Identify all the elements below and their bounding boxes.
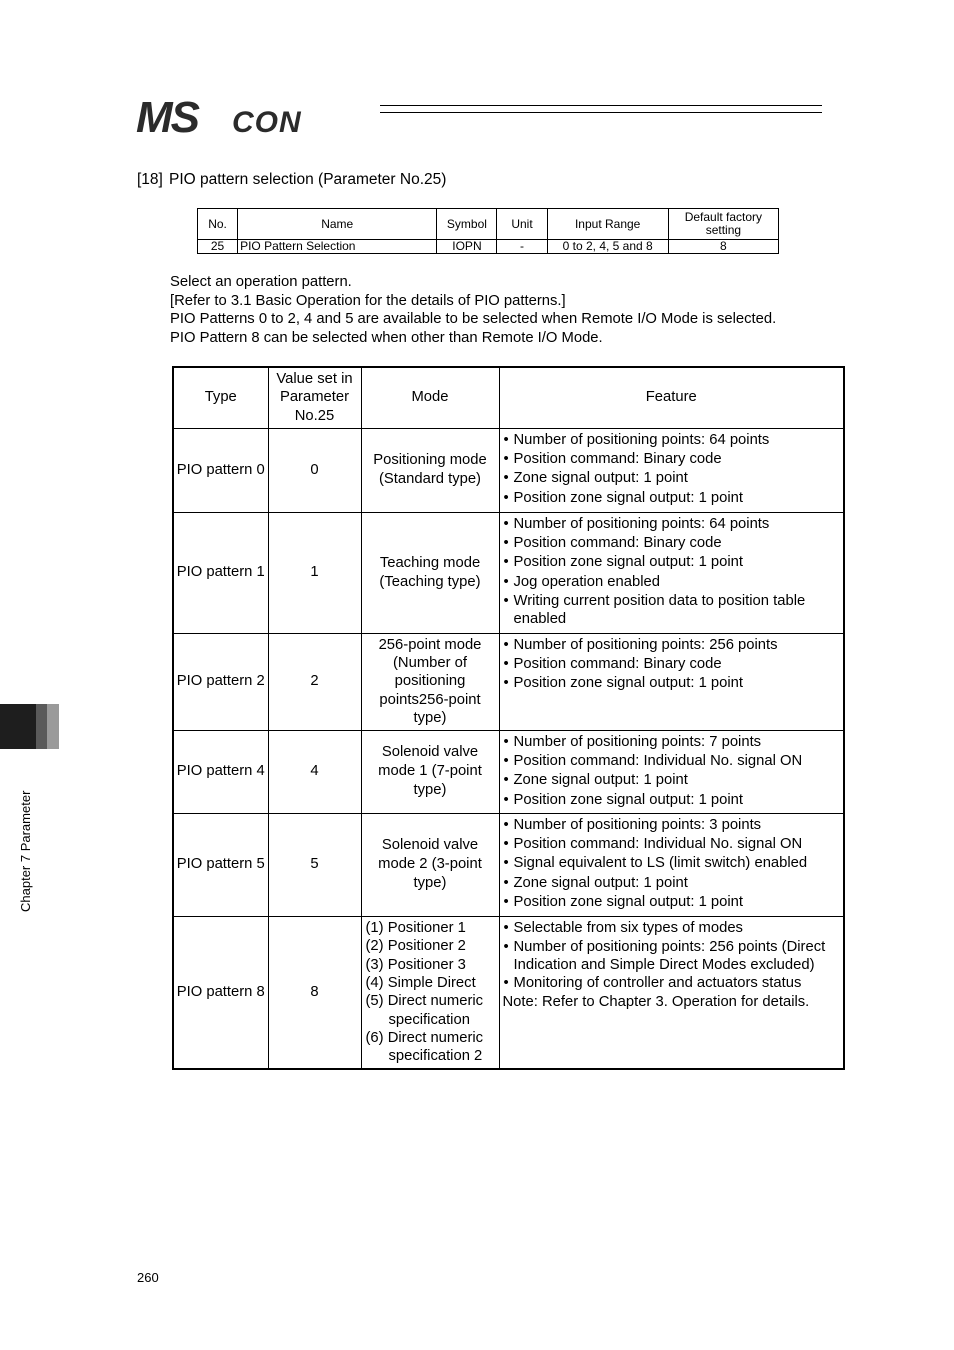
mode-option: (3) Positioner 3	[365, 956, 466, 973]
feature-item: • Selectable from six types of modes	[503, 919, 841, 938]
pio-mode: 256-point mode (Number of positioning points256-point type)	[361, 633, 499, 730]
table-row	[173, 916, 844, 1069]
feature-item: • Zone signal output: 1 point	[503, 874, 841, 893]
cell-unit: -	[497, 240, 547, 254]
feature-item: • Number of positioning points: 64 points	[503, 431, 841, 450]
mode-option: (6) Direct numeric specification 2	[365, 1029, 484, 1065]
pio-value: 5	[268, 813, 361, 916]
pio-features	[499, 633, 844, 730]
mode-option: (4) Simple Direct	[365, 974, 476, 991]
pio-table-header	[173, 367, 844, 428]
chapter-tab-light	[47, 704, 59, 749]
page-number: 260	[137, 1270, 159, 1285]
pio-features	[499, 813, 844, 916]
feature-item: • Number of positioning points: 256 points (Direct Indication and Simple Direct Modes excluded)	[503, 938, 841, 974]
table-row	[173, 633, 844, 730]
pio-type: PIO pattern 0	[173, 428, 268, 512]
pio-value: 8	[268, 916, 361, 1069]
feature-item: • Number of positioning points: 3 points	[503, 816, 841, 835]
feature-item: • Position zone signal output: 1 point	[503, 489, 841, 508]
feature-item: • Position zone signal output: 1 point	[503, 553, 841, 572]
table-row	[173, 813, 844, 916]
header-type: Type	[173, 367, 268, 428]
pio-value: 1	[268, 512, 361, 633]
description-line: Select an operation pattern.	[170, 274, 352, 290]
feature-item: • Monitoring of controller and actuators status	[503, 974, 841, 993]
cell-input-range: 0 to 2, 4, 5 and 8	[547, 240, 668, 254]
cell-no: 25	[198, 240, 238, 254]
feature-item: • Position zone signal output: 1 point	[503, 674, 841, 693]
header-no: No.	[198, 209, 238, 240]
description-line: [Refer to 3.1 Basic Operation for the details of PIO patterns.]	[170, 292, 566, 309]
cell-symbol: IOPN	[437, 240, 497, 254]
pio-features	[499, 730, 844, 813]
feature-item: • Zone signal output: 1 point	[503, 771, 841, 790]
feature-item: • Position command: Binary code	[503, 534, 841, 553]
pio-type: PIO pattern 2	[173, 633, 268, 730]
section-title	[137, 171, 446, 189]
feature-item: • Position command: Individual No. signal ON	[503, 835, 841, 854]
section-number: [18]	[137, 171, 163, 188]
parameter-table	[197, 208, 779, 254]
pio-value: 0	[268, 428, 361, 512]
feature-item: • Number of positioning points: 256 points	[503, 636, 841, 655]
cell-name: PIO Pattern Selection	[238, 240, 437, 254]
mode-option: (5) Direct numeric specification	[365, 993, 484, 1028]
pio-features	[499, 512, 844, 633]
feature-item: • Position zone signal output: 1 point	[503, 791, 841, 810]
pio-mode-list	[361, 916, 499, 1069]
chapter-tab-dark	[0, 704, 36, 749]
pio-mode: Teaching mode (Teaching type)	[361, 512, 499, 633]
pio-features	[499, 428, 844, 512]
section-title-text: PIO pattern selection (Parameter No.25)	[169, 171, 447, 188]
feature-item: • Position command: Binary code	[503, 655, 841, 674]
pio-type: PIO pattern 4	[173, 730, 268, 813]
feature-item: • Signal equivalent to LS (limit switch) enabled	[503, 854, 841, 873]
description-line: PIO Patterns 0 to 2, 4 and 5 are available to be selected when Remote I/O Mode is selected.	[170, 311, 777, 328]
pio-type: PIO pattern 1	[173, 512, 268, 633]
header-value: Value set in Parameter No.25	[268, 367, 361, 428]
chapter-side-label: Chapter 7 Parameter	[18, 790, 33, 912]
svg-text:CON: CON	[232, 106, 302, 136]
header-input-range: Input Range	[547, 209, 668, 240]
feature-item: • Number of positioning points: 7 points	[503, 733, 841, 752]
pio-value: 2	[268, 633, 361, 730]
table-row	[173, 730, 844, 813]
table-row	[173, 428, 844, 512]
feature-item: • Position zone signal output: 1 point	[503, 893, 841, 912]
pio-mode: Solenoid valve mode 2 (3-point type)	[361, 813, 499, 916]
pio-mode: Solenoid valve mode 1 (7-point type)	[361, 730, 499, 813]
pio-type: PIO pattern 5	[173, 813, 268, 916]
header-mode: Mode	[361, 367, 499, 428]
mode-option: (1) Positioner 1	[365, 920, 466, 937]
pio-pattern-table	[172, 366, 845, 1070]
header-name: Name	[238, 209, 437, 240]
header-rule-bottom	[380, 112, 822, 113]
header-symbol: Symbol	[437, 209, 497, 240]
header-rule-top	[380, 105, 822, 106]
table-row	[198, 240, 779, 254]
feature-item: • Zone signal output: 1 point	[503, 469, 841, 488]
pio-mode: Positioning mode (Standard type)	[361, 428, 499, 512]
header-feature: Feature	[499, 367, 844, 428]
feature-note: Note: Refer to Chapter 3. Operation for details.	[502, 994, 810, 1011]
pio-features	[499, 916, 844, 1069]
feature-item: • Writing current position data to position table enabled	[503, 592, 841, 628]
pio-type: PIO pattern 8	[173, 916, 268, 1069]
chapter-tab-mid	[36, 704, 47, 749]
mscon-logo	[136, 96, 368, 136]
svg-text:MS: MS	[136, 96, 198, 136]
feature-item: • Position command: Individual No. signal ON	[503, 752, 841, 771]
feature-item: • Jog operation enabled	[503, 573, 841, 592]
feature-item: • Number of positioning points: 64 points	[503, 515, 841, 534]
description-line: PIO Pattern 8 can be selected when other than Remote I/O Mode.	[170, 329, 603, 346]
header-unit: Unit	[497, 209, 547, 240]
cell-default: 8	[668, 240, 778, 254]
header-default: Default factory setting	[668, 209, 778, 240]
mode-option: (2) Positioner 2	[365, 938, 466, 955]
pio-value: 4	[268, 730, 361, 813]
table-row	[173, 512, 844, 633]
feature-item: • Position command: Binary code	[503, 450, 841, 469]
parameter-table-header	[198, 209, 779, 240]
description	[170, 273, 776, 347]
